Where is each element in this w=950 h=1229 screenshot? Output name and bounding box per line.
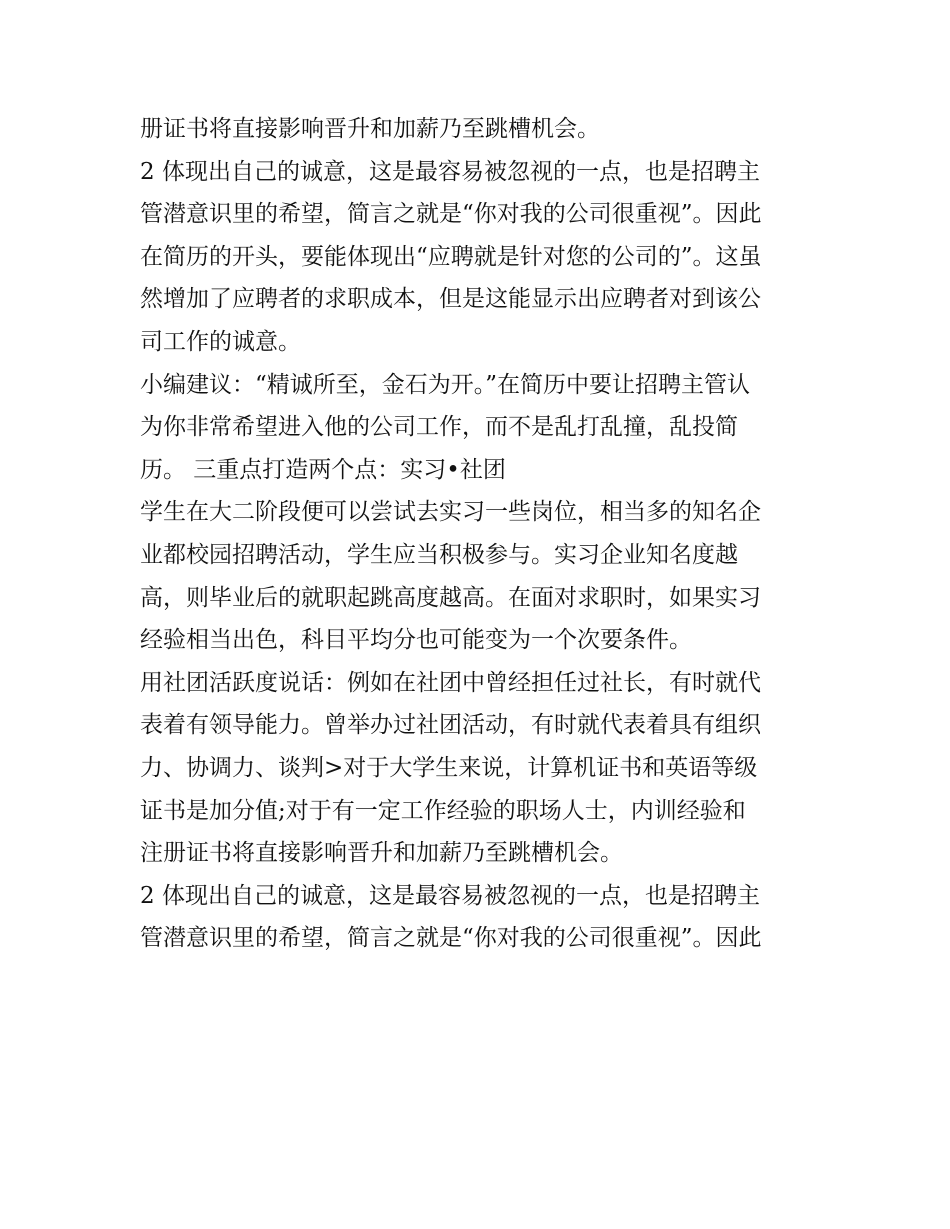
text-line: 2 体现出自己的诚意，这是最容易被忽视的一点，也是招聘主: [140, 158, 760, 185]
text-line: 管潜意识里的希望，简言之就是“你对我的公司很重视”。因此: [140, 925, 762, 952]
text-line: 学生在大二阶段便可以尝试去实习一些岗位，相当多的知名企: [140, 499, 761, 526]
text-line: 为你非常希望进入他的公司工作，而不是乱打乱撞，乱投简: [140, 414, 738, 441]
text-line: 业都校园招聘活动，学生应当积极参与。实习企业知名度越: [140, 541, 738, 568]
text-line: 司工作的诚意。: [140, 328, 301, 355]
text-line: 力、协调力、谈判>对于大学生来说，计算机证书和英语等级: [140, 754, 758, 781]
text-line: 注册证书将直接影响晋升和加薪乃至跳槽机会。: [140, 840, 623, 867]
text-line: 表着有领导能力。曾举办过社团活动，有时就代表着具有组织: [140, 712, 761, 739]
text-line: 管潜意识里的希望，简言之就是“你对我的公司很重视”。因此: [140, 201, 762, 228]
text-line: 证书是加分值;对于有一定工作经验的职场人士，内训经验和: [140, 797, 746, 824]
text-line: 册证书将直接影响晋升和加薪乃至跳槽机会。: [140, 116, 600, 142]
text-line: 2 体现出自己的诚意，这是最容易被忽视的一点，也是招聘主: [140, 882, 760, 909]
text-line: 然增加了应聘者的求职成本，但是这能显示出应聘者对到该公: [140, 286, 761, 313]
text-line: 在简历的开头，要能体现出“应聘就是针对您的公司的”。这虽: [140, 243, 762, 270]
text-line: 经验相当出色，科目平均分也可能变为一个次要条件。: [140, 627, 692, 654]
text-line: 小编建议：“精诚所至，金石为开。”在简历中要让招聘主管认: [140, 371, 751, 398]
text-line: 历。 三重点打造两个点：实习•社团: [140, 456, 506, 483]
text-line: 用社团活跃度说话：例如在社团中曾经担任过社长，有时就代: [140, 669, 761, 696]
text-line: 高，则毕业后的就职起跳高度越高。在面对求职时，如果实习: [140, 584, 761, 611]
body-text: [140, 108, 820, 960]
